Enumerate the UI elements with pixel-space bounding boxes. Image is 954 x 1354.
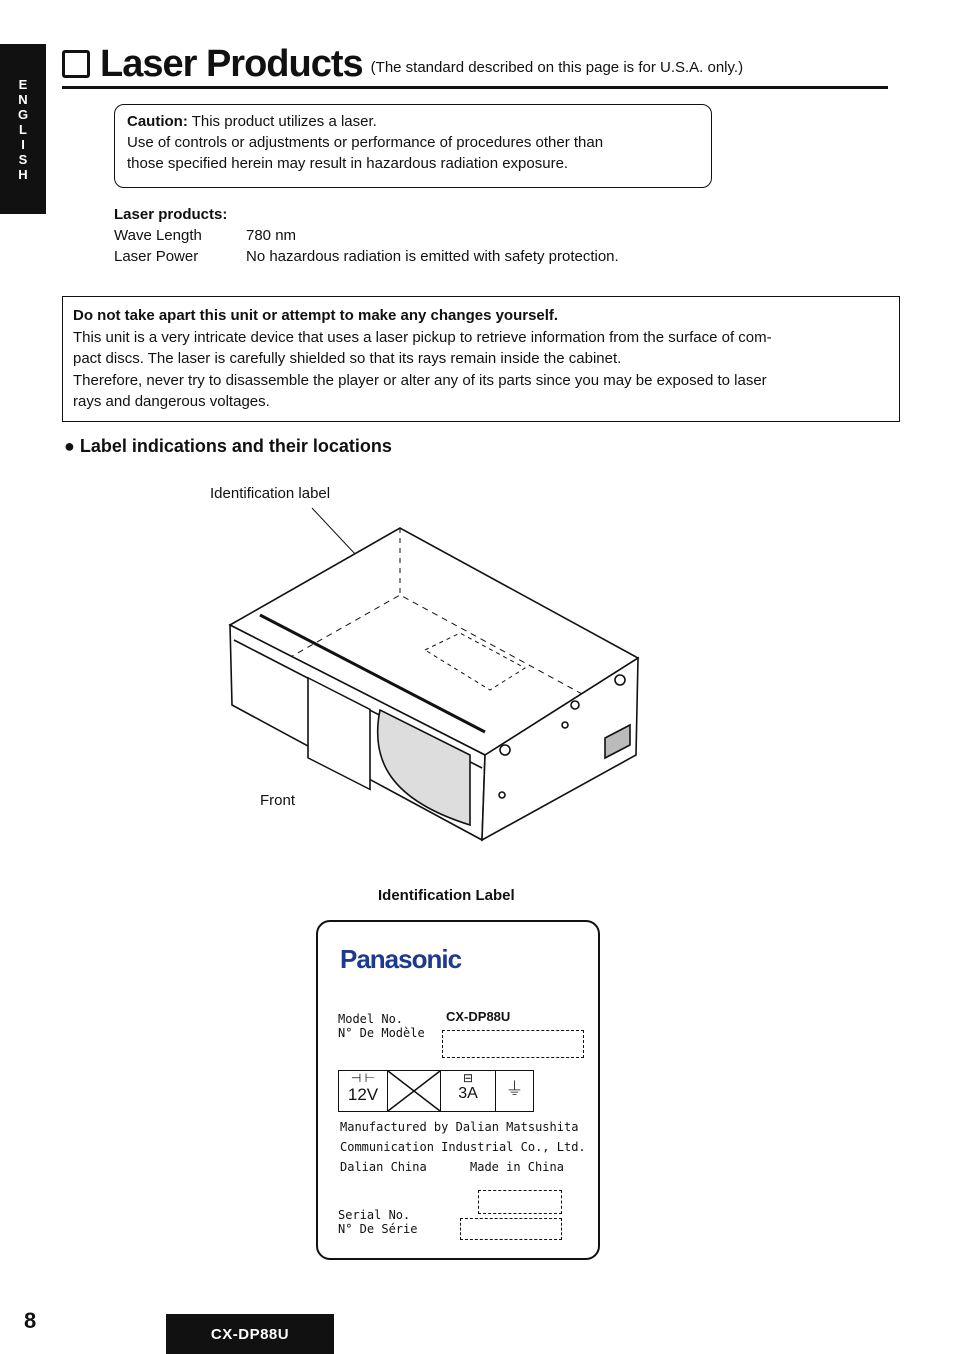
warning-heading: Do not take apart this unit or attempt to make any changes yourself.: [73, 307, 559, 324]
section-heading: [64, 436, 392, 457]
voltage-value: 12V: [347, 1085, 379, 1104]
fuse-cell: [441, 1071, 496, 1111]
page-subtitle: (The standard described on this page is for U.S.A. only.): [370, 59, 744, 76]
language-tab: [0, 44, 46, 214]
lang-letter: L: [19, 121, 27, 137]
manufacturer-line: Communication Industrial Co., Ltd.: [340, 1140, 586, 1154]
made-in: Made in China: [470, 1160, 564, 1174]
lang-letter: E: [18, 76, 28, 92]
warning-line: Therefore, never try to disassemble the player or alter any of its parts since you may be exposed to laser: [73, 371, 767, 389]
caution-line: Use of controls or adjustments or performance of procedures other than: [127, 134, 604, 151]
bullet-icon: ●: [64, 436, 80, 456]
lang-letter: I: [21, 136, 25, 152]
page-title: Laser Products: [100, 43, 363, 85]
caution-line: those specified herein may result in hazardous radiation exposure.: [127, 155, 569, 172]
caution-label: Caution:: [127, 113, 188, 130]
laser-specs-table: [114, 225, 619, 267]
warning-line: rays and dangerous voltages.: [73, 393, 270, 410]
warning-line: This unit is a very intricate device that uses a laser pickup to retrieve information from the surface of com-: [73, 328, 772, 346]
page-header: [62, 36, 892, 88]
voltage-cell: [339, 1071, 388, 1111]
serial-label-fr: N° De Série: [338, 1222, 418, 1236]
checkbox-square-icon: [62, 50, 90, 78]
rating-panel: [338, 1070, 534, 1112]
table-row: [114, 225, 619, 246]
warning-box: [62, 296, 900, 422]
footer-model-badge: CX-DP88U: [166, 1314, 334, 1354]
serial-label: Serial No.: [338, 1208, 411, 1222]
lang-letter: N: [18, 91, 28, 107]
model-field-box: [442, 1030, 584, 1058]
manufacturer-city: Dalian China: [340, 1160, 427, 1174]
callout-label: Identification label: [210, 485, 331, 502]
model-label: Model No.: [338, 1012, 404, 1026]
lang-letter: G: [17, 106, 29, 122]
warning-line: pact discs. The laser is carefully shielded so that its rays remain inside the cabinet.: [73, 350, 622, 367]
page-number: 8: [24, 1308, 37, 1333]
cd-changer-illustration: [220, 500, 650, 850]
spec-key: Wave Length: [114, 227, 202, 244]
model-label-fr: N° De Modèle: [338, 1026, 425, 1040]
label-caption: Identification Label: [378, 887, 515, 904]
serial-field-box: [478, 1190, 562, 1214]
serial-field-box: [460, 1218, 562, 1240]
spec-value: 780 nm: [246, 227, 297, 244]
lang-letter: H: [18, 166, 28, 182]
lang-letter: S: [18, 151, 28, 167]
section-heading-text: Label indications and their locations: [79, 436, 392, 456]
spec-key: Laser Power: [114, 248, 199, 265]
brand-logo: Panasonic: [340, 944, 462, 974]
table-row: [114, 246, 619, 267]
ground-icon: ⏚: [505, 1079, 524, 1100]
model-value: CX-DP88U: [446, 1009, 511, 1024]
front-label: Front: [260, 792, 296, 809]
dc-polarity-icon: ⊣ ⊢: [350, 1071, 376, 1085]
spec-value: No hazardous radiation is emitted with safety protection.: [246, 248, 619, 265]
manufacturer-line: Manufactured by Dalian Matsushita: [340, 1120, 579, 1134]
identification-label-card: [316, 920, 600, 1260]
cross-box-icon: [388, 1071, 441, 1111]
caution-box: [114, 104, 712, 188]
caution-text: This product utilizes a laser.: [187, 113, 377, 130]
header-rule: [62, 86, 888, 89]
laser-specs-heading: Laser products:: [114, 206, 228, 223]
fuse-icon: ⊟: [462, 1071, 474, 1085]
fuse-value: 3A: [458, 1085, 478, 1102]
laser-specs: [114, 204, 619, 267]
